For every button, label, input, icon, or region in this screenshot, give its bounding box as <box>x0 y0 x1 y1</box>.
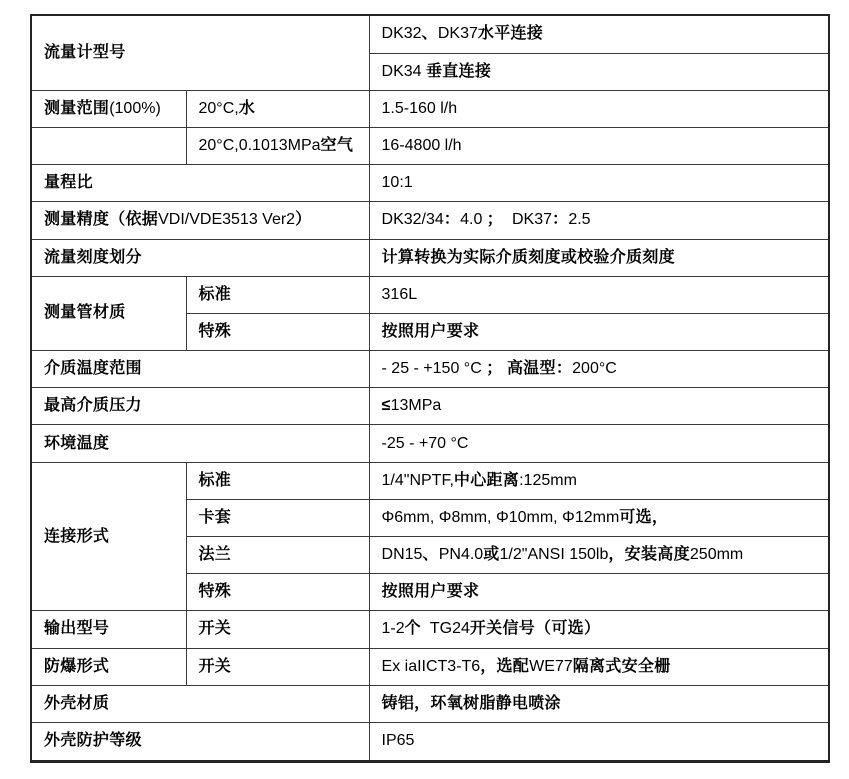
row-value-cell: -25 - +70 °C <box>369 425 829 462</box>
row-value-cell: 按照用户要求 <box>369 574 829 611</box>
row-label-cell: 量程比 <box>31 165 369 202</box>
row-value-cell: DK34 垂直连接 <box>369 53 829 90</box>
row-label-cell: 输出型号 <box>31 611 186 648</box>
table-row <box>31 722 829 761</box>
row-value-cell: 1.5-160 l/h <box>369 90 829 127</box>
row-value-cell: - 25 - +150 °C ； 高温型：200°C <box>369 351 829 388</box>
row-sub-cell: 法兰 <box>186 537 369 574</box>
row-value-cell: 16-4800 l/h <box>369 127 829 164</box>
row-label-cell: 测量管材质 <box>31 276 186 350</box>
table-row <box>31 685 829 722</box>
row-sub-cell: 标准 <box>186 462 369 499</box>
table-row <box>31 165 829 202</box>
table-row <box>31 462 829 499</box>
row-value-cell: 316L <box>369 276 829 313</box>
row-value-cell: 铸铝，环氧树脂静电喷涂 <box>369 685 829 722</box>
row-label-cell: 外壳防护等级 <box>31 722 369 761</box>
row-label-cell: 流量计型号 <box>31 15 369 90</box>
row-label-cell: 测量精度（依据VDI/VDE3513 Ver2） <box>31 202 369 239</box>
row-value-cell: DK32/34：4.0 ； DK37：2.5 <box>369 202 829 239</box>
row-value-cell: Ex iaIICT3-T6，选配WE77隔离式安全栅 <box>369 648 829 685</box>
row-sub-cell: 20°C,0.1013MPa空气 <box>186 127 369 164</box>
row-sub-cell: 特殊 <box>186 313 369 350</box>
row-value-cell: IP65 <box>369 722 829 761</box>
table-row <box>31 127 829 164</box>
row-label-cell: 最高介质压力 <box>31 388 369 425</box>
row-label-cell: 防爆形式 <box>31 648 186 685</box>
row-label-cell: 介质温度范围 <box>31 351 369 388</box>
row-value-cell: 1/4"NPTF,中心距离:125mm <box>369 462 829 499</box>
table-row <box>31 239 829 276</box>
row-label-cell: 流量刻度划分 <box>31 239 369 276</box>
row-value-cell: ≤13MPa <box>369 388 829 425</box>
table-row <box>31 90 829 127</box>
row-sub-cell: 开关 <box>186 611 369 648</box>
row-value-cell: 计算转换为实际介质刻度或校验介质刻度 <box>369 239 829 276</box>
row-value-cell: DK32、DK37水平连接 <box>369 15 829 53</box>
table-row <box>31 611 829 648</box>
spec-table <box>30 14 830 763</box>
row-label-cell: 外壳材质 <box>31 685 369 722</box>
row-label-cell: 环境温度 <box>31 425 369 462</box>
table-row <box>31 425 829 462</box>
table-row <box>31 276 829 313</box>
row-sub-cell: 特殊 <box>186 574 369 611</box>
row-label-cell: 连接形式 <box>31 462 186 611</box>
row-value-cell: DN15、PN4.0或1/2"ANSI 150lb，安装高度250mm <box>369 537 829 574</box>
row-sub-cell: 标准 <box>186 276 369 313</box>
row-value-cell: 10:1 <box>369 165 829 202</box>
table-row <box>31 648 829 685</box>
row-value-cell: 按照用户要求 <box>369 313 829 350</box>
table-row <box>31 202 829 239</box>
row-value-cell: Φ6mm, Φ8mm, Φ10mm, Φ12mm可选， <box>369 499 829 536</box>
row-value-cell: 1-2个 TG24开关信号（可选） <box>369 611 829 648</box>
row-sub-cell: 20°C,水 <box>186 90 369 127</box>
row-sub-cell: 卡套 <box>186 499 369 536</box>
row-label-cell-empty <box>31 127 186 164</box>
row-label-cell: 测量范围(100%) <box>31 90 186 127</box>
row-sub-cell: 开关 <box>186 648 369 685</box>
table-row <box>31 351 829 388</box>
table-row <box>31 15 829 53</box>
table-row <box>31 388 829 425</box>
